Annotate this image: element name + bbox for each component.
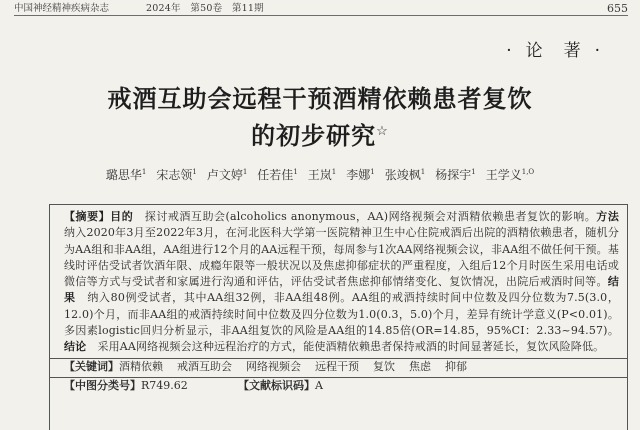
author-name	[156, 168, 196, 182]
author-name-text: 王岚	[307, 168, 332, 182]
conclusion-label: 结论	[64, 340, 87, 354]
conclusion-text: 采用AA网络视频会这种远程治疗的方式，能使酒精依赖患者保持戒酒的时间显著延长，复饮风险降低。	[97, 340, 605, 354]
clc-label: 【中图分类号】	[64, 378, 141, 392]
journal-name: 中国神经精神疾病杂志	[14, 3, 110, 14]
section-label: 论 著	[525, 41, 583, 61]
author-name	[308, 168, 336, 182]
running-header	[14, 2, 628, 16]
author-name	[106, 168, 146, 182]
author-affiliation-mark: 1,O	[521, 168, 535, 176]
keywords-list	[119, 360, 481, 373]
keyword: 抑郁	[445, 359, 467, 373]
methods-label: 方法	[596, 210, 619, 223]
section-tag	[494, 36, 614, 61]
doc-code-value: A	[315, 378, 323, 392]
results-text: 纳入80例受试者，其中AA组32例，非AA组48例。AA组的戒酒持续时间中位数及四分位数为7.5(3.0，12.0)个月，而非AA组的戒酒持续时间中位数及四分位数为1.0(0.3，5.0)个月，差异有统计学意义(P<0.01)。多因素logistic回归分析显示，非AA组复饮的风险是AA组的14.85倍(OR=14.85，95%CI：2.33~94.57)。	[64, 291, 619, 338]
author-name	[257, 168, 297, 182]
author-name-text: 卢文婷	[206, 168, 243, 182]
author-affiliation-mark: 1	[370, 168, 375, 176]
keyword: 网络视频会	[246, 359, 301, 373]
keyword: 焦虑	[409, 359, 431, 373]
author-name-text: 王学义	[485, 168, 522, 182]
author-list	[0, 166, 640, 183]
funding-star-icon: ☆	[376, 124, 389, 139]
abstract-label: 【摘要】	[64, 210, 111, 223]
author-name-text: 宋志领	[156, 168, 193, 182]
keywords-label: 【关键词】	[64, 359, 119, 373]
keyword: 复饮	[373, 359, 395, 373]
title-line-2	[0, 116, 640, 151]
keyword: 戒酒互助会	[177, 359, 232, 373]
results-label: 结果	[64, 275, 619, 305]
keyword: 酒精依赖	[119, 359, 163, 373]
purpose-text: 探讨戒酒互助会(alcoholics anonymous，AA)网络视频会对酒精依赖患者复饮的影响。	[144, 210, 597, 223]
keywords-row	[50, 359, 627, 375]
author-name	[486, 168, 534, 182]
section-dot-right: ·	[594, 41, 602, 61]
author-name-text: 任若佳	[257, 168, 294, 182]
clc-block	[64, 378, 238, 394]
author-affiliation-mark: 1	[141, 168, 147, 176]
author-name	[346, 168, 374, 182]
title-line-2-text: 的初步研究	[251, 121, 377, 150]
purpose-label: 目的	[110, 210, 134, 223]
author-name-text: 杨探宇	[435, 168, 472, 182]
abstract	[64, 209, 619, 356]
methods-text: 纳入2020年3月至2022年3月，在河北医科大学第一医院精神卫生中心住院戒酒后出院的酒精依赖患者，随机分为AA组和非AA组，AA组进行12个月的AA远程干预，每周参与1次AA网络视频会议，非AA组不做任何干预。基线时评估受试者饮酒年限、成瘾年限等一般状况以及焦虑抑郁症状的严重程度，入组后12个月时医生采用电话或微信等方式与受试者和家属进行沟通和评估，评估受试者焦虑抑郁情绪变化、复饮情况，出院后戒酒时间等。	[64, 226, 619, 289]
keyword: 远程干预	[315, 359, 359, 373]
author-affiliation-mark: 1	[293, 168, 298, 176]
author-name-text: 李娜	[346, 168, 371, 182]
author-name-text: 张竣枫	[384, 168, 421, 182]
author-name-text: 璐思华	[105, 168, 142, 182]
clc-value: R749.62	[141, 378, 188, 392]
author-affiliation-mark: 1	[242, 168, 248, 176]
doc-code-label: 【文献标识码】	[238, 378, 315, 392]
author-name	[385, 168, 425, 182]
title-line-1: 戒酒互助会远程干预酒精依赖患者复饮	[107, 84, 533, 113]
author-affiliation-mark: 1	[420, 168, 426, 176]
page-number: 655	[607, 2, 628, 15]
author-name	[207, 168, 247, 182]
author-affiliation-mark: 1	[471, 168, 476, 176]
author-affiliation-mark: 1	[331, 168, 337, 176]
issue-info: 2024年 第50卷 第11期	[146, 3, 264, 14]
abstract-box	[49, 204, 628, 430]
classification-row	[50, 378, 627, 394]
section-dot-left: ·	[506, 41, 514, 61]
author-affiliation-mark: 1	[192, 168, 197, 176]
author-name	[435, 168, 475, 182]
